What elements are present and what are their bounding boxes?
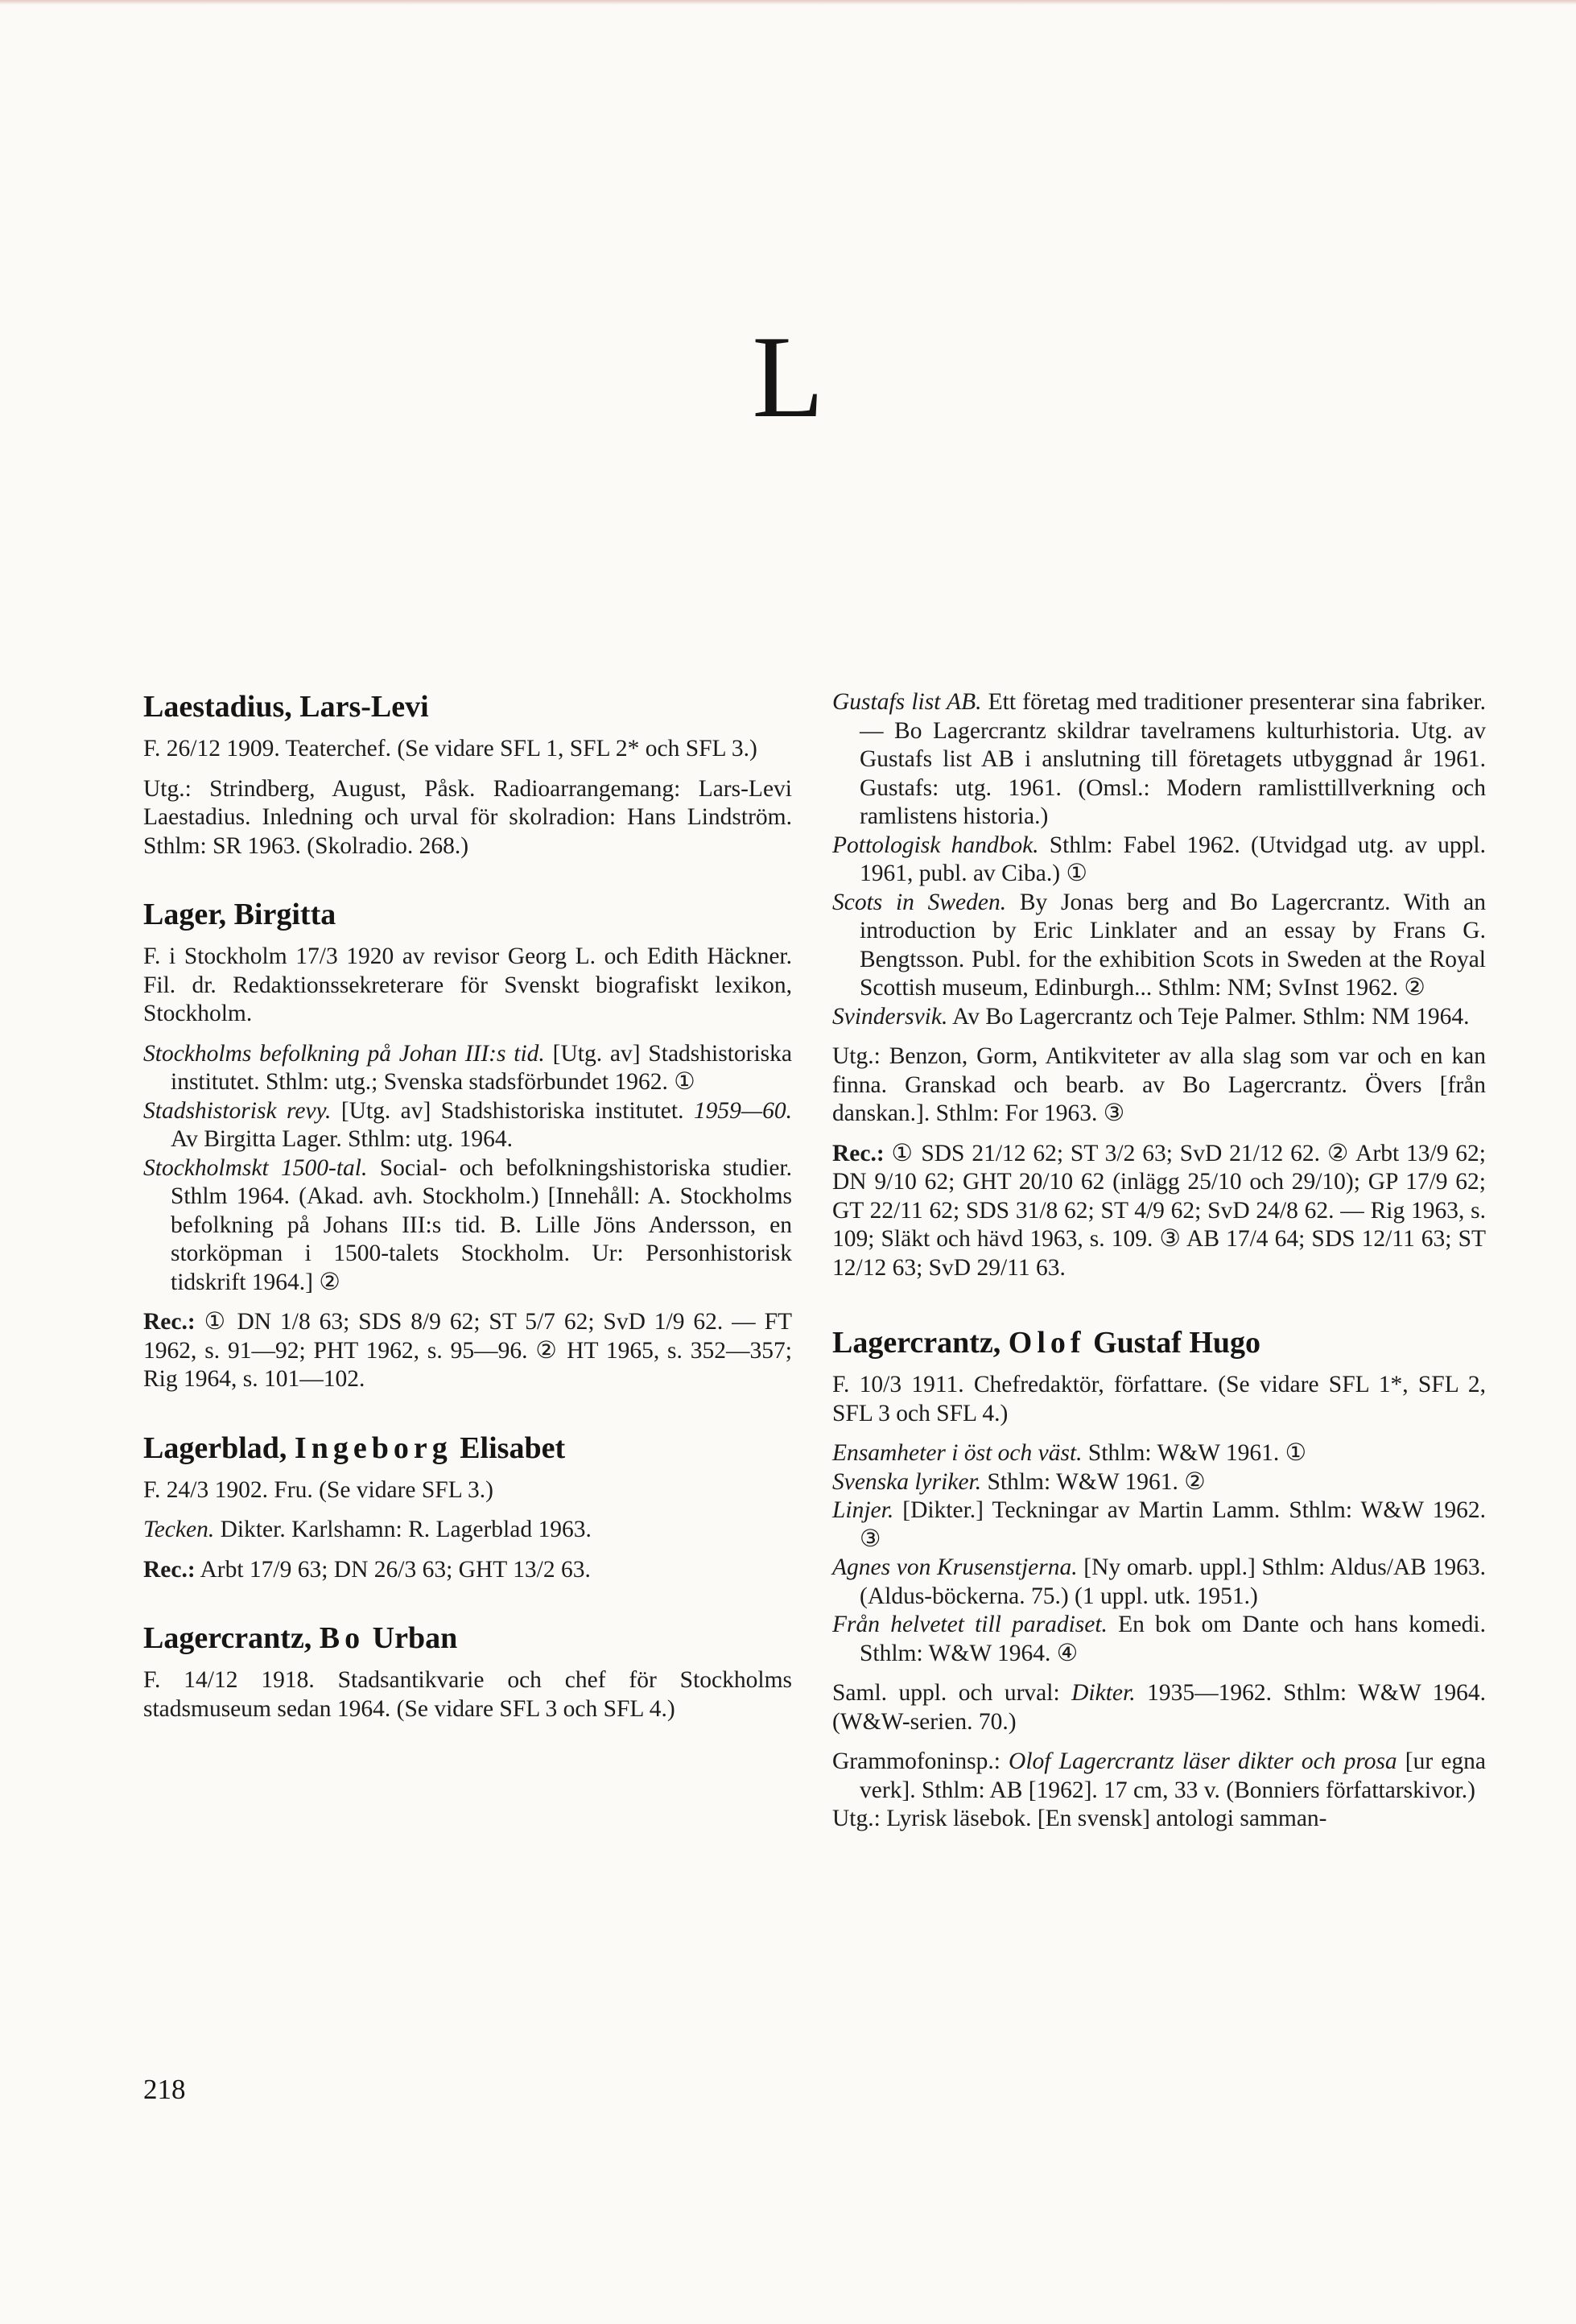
rec-text: ① DN 1/8 63; SDS 8/9 62; ST 5/7 62; SvD 1/9 62. — FT 1962, s. 91—92; PHT 1962, s. 95—96. ② HT 1965, s. 352—357; Rig 1964, s. 101—102. xyxy=(143,1309,792,1392)
work-item xyxy=(143,1516,792,1545)
entry-lagerblad xyxy=(143,1430,792,1585)
work-details: Av Birgitta Lager. Sthlm: utg. 1964. xyxy=(171,1126,513,1152)
rec-label: Rec.: xyxy=(143,1309,196,1335)
entry-bio: F. 10/3 1911. Chefredaktör, författare. (Se vidare SFL 1*, SFL 2, SFL 3 och SFL 4.) xyxy=(832,1372,1486,1426)
work-item xyxy=(832,832,1486,889)
work-title: Olof Lagercrantz läser dikter och prosa xyxy=(1009,1748,1397,1774)
work-item xyxy=(832,688,1486,832)
entry-utg: Utg.: Lyrisk läsebok. [En svensk] antologi samman- xyxy=(832,1806,1327,1831)
entry-lagercrantz-bo-part2 xyxy=(832,688,1486,1282)
entry-heading xyxy=(832,1324,1486,1361)
work-details: [Utg. av] Stadshistoriska institutet. xyxy=(331,1097,694,1124)
entry-laestadius xyxy=(143,688,792,861)
work-title: Från helvetet till paradiset. xyxy=(832,1612,1108,1637)
heading-part: Lagercrantz, xyxy=(143,1621,320,1655)
entry-reviews xyxy=(832,1140,1486,1283)
collected-editions xyxy=(832,1679,1486,1736)
work-title: Ensamheter i öst och väst. xyxy=(832,1440,1083,1466)
heading-spaced-name: Olof xyxy=(1008,1326,1086,1360)
entry-lagercrantz-bo-part1 xyxy=(143,1620,792,1723)
work-details: Sthlm: Fabel 1962. (Utvidgad utg. av uppl. 1961, publ. av Ciba.) ① xyxy=(860,832,1486,886)
work-item xyxy=(832,1554,1486,1611)
work-item xyxy=(832,1611,1486,1668)
work-title: Svenska lyriker. xyxy=(832,1468,982,1495)
entry-bio: F. 14/12 1918. Stadsantikvarie och chef för Stockholms stadsmuseum sedan 1964. (Se vidare SFL 3 och SFL 4.) xyxy=(143,1667,792,1722)
right-column xyxy=(832,688,1486,1869)
entry-bio: F. i Stockholm 17/3 1920 av revisor Georg L. och Edith Häckner. Fil. dr. Redaktionssekreterare för Svenskt biografiskt lexikon, Stockholm. xyxy=(143,943,792,1026)
left-column xyxy=(143,688,792,1759)
work-title: Scots in Sweden. xyxy=(832,889,1007,915)
entry-bio: F. 24/3 1902. Fru. (Se vidare SFL 3.) xyxy=(143,1476,493,1503)
work-details: Ett företag med traditioner presenterar sina fabriker. — Bo Lagercrantz skildrar tavelramens kulturhistoria. Utg. av Gustafs list AB i anslutning till företagets utbyggnad år 1961. Gustafs: utg. 1961. (Omsl.: Modern ramlisttillverkning och ramlistens historia.) xyxy=(860,689,1487,829)
work-item xyxy=(832,1439,1486,1468)
heading-part: Urban xyxy=(365,1621,458,1655)
work-details: [Utg. av] Stadshistoriska institutet. Sthlm: utg.; Svenska stadsförbundet 1962. ① xyxy=(171,1040,792,1095)
entry-reviews xyxy=(143,1308,792,1394)
entry-heading: Laestadius, Lars-Levi xyxy=(143,690,429,724)
work-title: Dikter. xyxy=(1071,1680,1136,1706)
work-title: Stockholmskt 1500-tal. xyxy=(143,1154,368,1181)
work-item xyxy=(832,1468,1486,1497)
heading-part: Lagerblad, xyxy=(143,1430,295,1465)
work-title: Stockholms befolkning på Johan III:s tid. xyxy=(143,1040,545,1067)
rec-text: ① SDS 21/12 62; ST 3/2 63; SvD 21/12 62. ② Arbt 13/9 62; DN 9/10 62; GHT 20/10 62 (inlägg 25/10 och 29/10); GP 17/9 62; GT 22/11 62; SDS 31/8 62; ST 4/9 62; SvD 24/8 62. — Rig 1963, s. 109; Släkt och hävd 1963, s. 109. ③ AB 17/4 64; SDS 12/11 63; ST 12/12 63; SvD 29/11 63. xyxy=(832,1140,1486,1281)
rec-text: Arbt 17/9 63; DN 26/3 63; GHT 13/2 63. xyxy=(195,1556,591,1583)
heading-part: Gustaf Hugo xyxy=(1085,1326,1261,1360)
heading-spaced-name: Bo xyxy=(319,1621,365,1655)
work-details: Sthlm: W&W 1961. ② xyxy=(981,1468,1206,1495)
work-details: Av Bo Lagercrantz och Teje Palmer. Sthlm: NM 1964. xyxy=(947,1003,1470,1030)
work-title: 1959—60. xyxy=(693,1097,792,1124)
gramophone-recording xyxy=(832,1748,1486,1805)
work-title: Pottologisk handbok. xyxy=(832,832,1039,858)
work-item xyxy=(832,1496,1486,1554)
work-details: Sthlm: W&W 1961. ① xyxy=(1082,1440,1307,1466)
work-title: Svindersvik. xyxy=(832,1003,948,1030)
work-details: [Dikter.] Teckningar av Martin Lamm. Sthlm: W&W 1962. ③ xyxy=(860,1497,1486,1552)
work-item xyxy=(143,1040,792,1097)
heading-spaced-name: Ingeborg xyxy=(294,1430,452,1465)
work-title: Tecken. xyxy=(143,1517,215,1542)
entry-reviews xyxy=(143,1556,792,1585)
work-item xyxy=(832,889,1486,1003)
saml-label: Saml. uppl. och urval: xyxy=(832,1680,1072,1706)
entry-utg: Utg.: Benzon, Gorm, Antikviteter av alla slag som var och en kan finna. Granskad och bearb. av Bo Lagercrantz. Övers [från danskan.]. Sthlm: For 1963. ③ xyxy=(832,1043,1486,1126)
work-details: [ur egna verk]. Sthlm: AB [1962]. 17 cm, 33 v. (Bonniers författarskivor.) xyxy=(860,1748,1486,1803)
work-title: Stadshistorisk revy. xyxy=(143,1097,332,1124)
entry-lagercrantz-olof xyxy=(832,1324,1486,1834)
work-title: Linjer. xyxy=(832,1497,894,1523)
rec-label: Rec.: xyxy=(143,1556,196,1583)
work-details: Social- och befolkningshistoriska studier. Sthlm 1964. (Akad. avh. Stockholm.) [Innehåll: A. Stockholms befolkning på Johans III:s tid. B. Lille Jöns Andersson, en storköpman i 1500-talets Stockholm. Ur: Personhistorisk tidskrift 1964.] ② xyxy=(171,1154,792,1295)
section-letter: L xyxy=(752,312,824,442)
work-title: Gustafs list AB. xyxy=(832,689,982,715)
work-item xyxy=(832,1003,1486,1032)
work-details: 1935—1962. Sthlm: W&W 1964. (W&W-serien. 70.) xyxy=(832,1680,1486,1735)
work-details: By Jonas berg and Bo Lagercrantz. With an introduction by Eric Linklater and an essay by Frans G. Bengtsson. Publ. for the exhibition Scots in Sweden at the Royal Scottish museum, Edinburgh... Sthlm: NM; SvInst 1962. ② xyxy=(860,889,1486,1001)
work-title: Agnes von Krusenstjerna. xyxy=(832,1554,1078,1580)
work-item xyxy=(143,1154,792,1298)
entry-heading xyxy=(143,1430,792,1467)
entry-heading: Lager, Birgitta xyxy=(143,898,336,931)
top-edge xyxy=(0,0,1576,5)
work-details: [Ny omarb. uppl.] Sthlm: Aldus/AB 1963. (Aldus-böckerna. 75.) (1 uppl. utk. 1951.) xyxy=(860,1554,1486,1609)
entry-lager-birgitta xyxy=(143,896,792,1394)
work-details: Dikter. Karlshamn: R. Lagerblad 1963. xyxy=(214,1517,592,1542)
heading-part: Elisabet xyxy=(452,1430,566,1465)
entry-utg: Utg.: Strindberg, August, Påsk. Radioarrangemang: Lars-Levi Laestadius. Inledning och urval för skolradion: Hans Lindström. Sthlm: SR 1963. (Skolradio. 268.) xyxy=(143,775,792,859)
entry-heading xyxy=(143,1620,792,1657)
page-number: 218 xyxy=(143,2074,186,2105)
work-item xyxy=(143,1097,792,1154)
work-details: En bok om Dante och hans komedi. Sthlm: W&W 1964. ④ xyxy=(860,1612,1486,1666)
entry-bio: F. 26/12 1909. Teaterchef. (Se vidare SFL 1, SFL 2* och SFL 3.) xyxy=(143,736,757,762)
gram-label: Grammofoninsp.: xyxy=(832,1748,1009,1774)
rec-label: Rec.: xyxy=(832,1140,885,1166)
heading-part: Lagercrantz, xyxy=(832,1326,1009,1360)
